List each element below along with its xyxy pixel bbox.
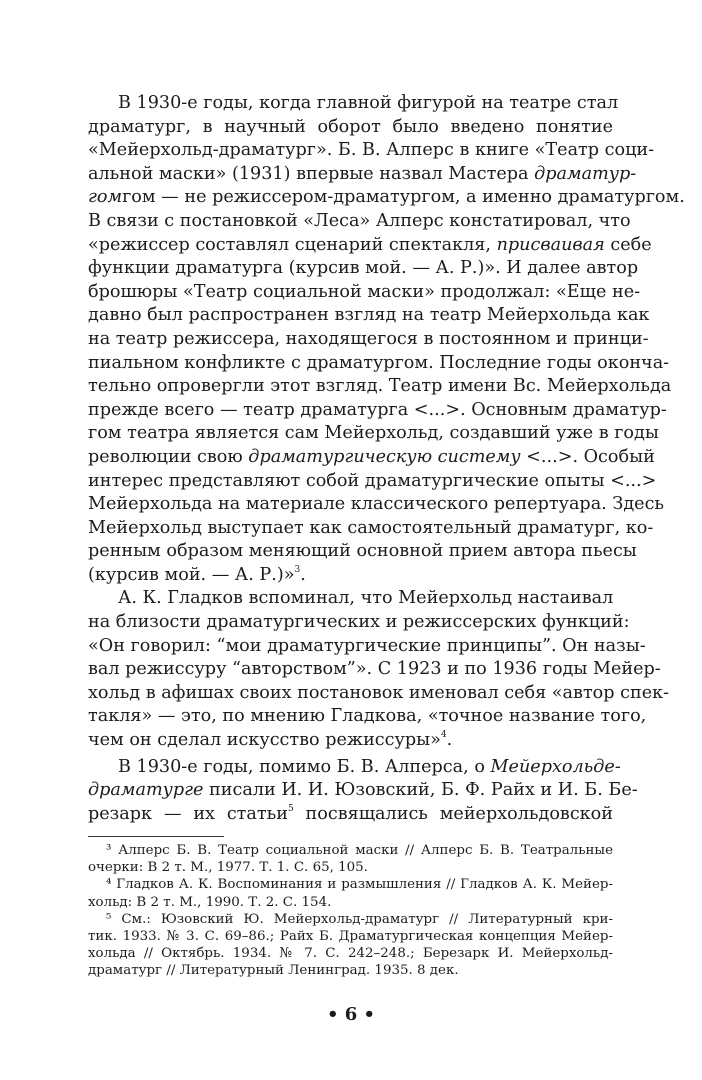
text-line: В 1930-е годы, помимо Б. В. Алперса, о Мейерхольде-: [118, 756, 621, 777]
text-line: драматург, в научный оборот было введено понятие: [88, 116, 613, 137]
footnotes: [88, 842, 613, 980]
footnote-ref: 4: [440, 730, 447, 741]
footnote-line: ³ Алперс Б. В. Театр социальной маски // Алперс Б. В. Театральные: [106, 843, 613, 858]
footnote-line: тик. 1933. № 3. С. 69–86.; Райх Б. Драматургическая концепция Мейер-: [88, 929, 613, 945]
footnote-line: хольд: В 2 т. М., 1990. Т. 2. С. 154.: [88, 894, 332, 910]
footnote-divider: [88, 836, 224, 837]
footnote-line: хольда // Октябрь. 1934. № 7. С. 242–248.; Березарк И. Мейерхольд-: [88, 946, 613, 962]
text-line: пиальном конфликте с драматургом. Последние годы оконча-: [88, 352, 670, 373]
text-line: «режиссер составлял сценарий спектакля, присваивая себе: [88, 234, 652, 255]
footnote-line: ⁴ Гладков А. К. Воспоминания и размышления // Гладков А. К. Мейер-: [106, 877, 613, 893]
text-line: чем он сделал искусство режиссуры»$^4$.: [88, 730, 453, 751]
text-line: Мейерхольд выступает как самостоятельный драматург, ко-: [88, 517, 654, 538]
text-line: вал режиссуру “авторством”». С 1923 и по 1936 годы Мейер-: [88, 659, 661, 680]
text-line: А. К. Гладков вспоминал, что Мейерхольд настаивал: [118, 588, 614, 609]
text-line: альной маски» (1931) впервые назвал Мастера драматур-: [88, 163, 637, 184]
text-line: (курсив мой. — А. Р.)»$^3$.: [88, 564, 306, 585]
text-line: драматурге писали И. И. Юзовский, Б. Ф. Райх и И. Б. Бе-: [88, 780, 638, 801]
text-line: резарк — их статьи$^5$ посвящались мейерхольдовской: [88, 803, 613, 824]
text-line: Мейерхольда на материале классического репертуара. Здесь: [88, 494, 665, 515]
footnote-ref: 3: [294, 565, 301, 576]
text-line: на близости драматургических и режиссерских функций:: [88, 612, 630, 633]
text-line: революции свою драматургическую систему <...>. Особый: [88, 446, 655, 467]
text-line: гом театра является сам Мейерхольд, создавший уже в годы: [88, 423, 659, 444]
text-line: на театр режиссера, находящегося в постоянном и принци-: [88, 328, 649, 349]
footnote-ref: 5: [287, 803, 294, 814]
text-line: интерес представляют собой драматургические опыты <...>: [88, 470, 657, 491]
text-line: ренным образом меняющий основной прием автора пьесы: [88, 541, 637, 562]
footnote-line: драматург // Литературный Ленинград. 1935. 8 дек.: [88, 963, 459, 979]
text-line: давно был распространен взгляд на театр Мейерхольда как: [88, 305, 650, 326]
text-line: «Он говорил: “мои драматургические принципы”. Он назы-: [88, 635, 646, 656]
text-line: функции драматурга (курсив мой. — А. Р.)». И далее автор: [88, 258, 639, 279]
text-line: прежде всего — театр драматурга <...>. Основным драматур-: [88, 399, 667, 420]
page-number: • 6 •: [326, 1004, 376, 1025]
text-line: такля» — это, по мнению Гладкова, «точное название того,: [88, 706, 647, 727]
text-line: хольд в афишах своих постановок именовал себя «автор спек-: [88, 682, 670, 703]
text-line: В связи с постановкой «Леса» Алперс констатировал, что: [88, 210, 631, 231]
footnote-line: очерки: В 2 т. М., 1977. Т. 1. С. 65, 105.: [88, 860, 368, 876]
text-line: В 1930-е годы, когда главной фигурой на театре стал: [118, 93, 619, 113]
text-line: брошюры «Театр социальной маски» продолжал: «Еще не-: [88, 281, 641, 302]
main-text: [88, 92, 685, 826]
footnote-line: ⁵ См.: Юзовский Ю. Мейерхольд-драматург // Литературный кри-: [106, 911, 613, 927]
text-line: тельно опровергли этот взгляд. Театр имени Вс. Мейерхольда: [88, 376, 672, 397]
text-line: гомгом — не режиссером-драматургом, а именно драматургом.: [88, 187, 685, 208]
text-line: «Мейерхольд-драматург». Б. В. Алперс в книге «Театр соци-: [88, 140, 655, 161]
